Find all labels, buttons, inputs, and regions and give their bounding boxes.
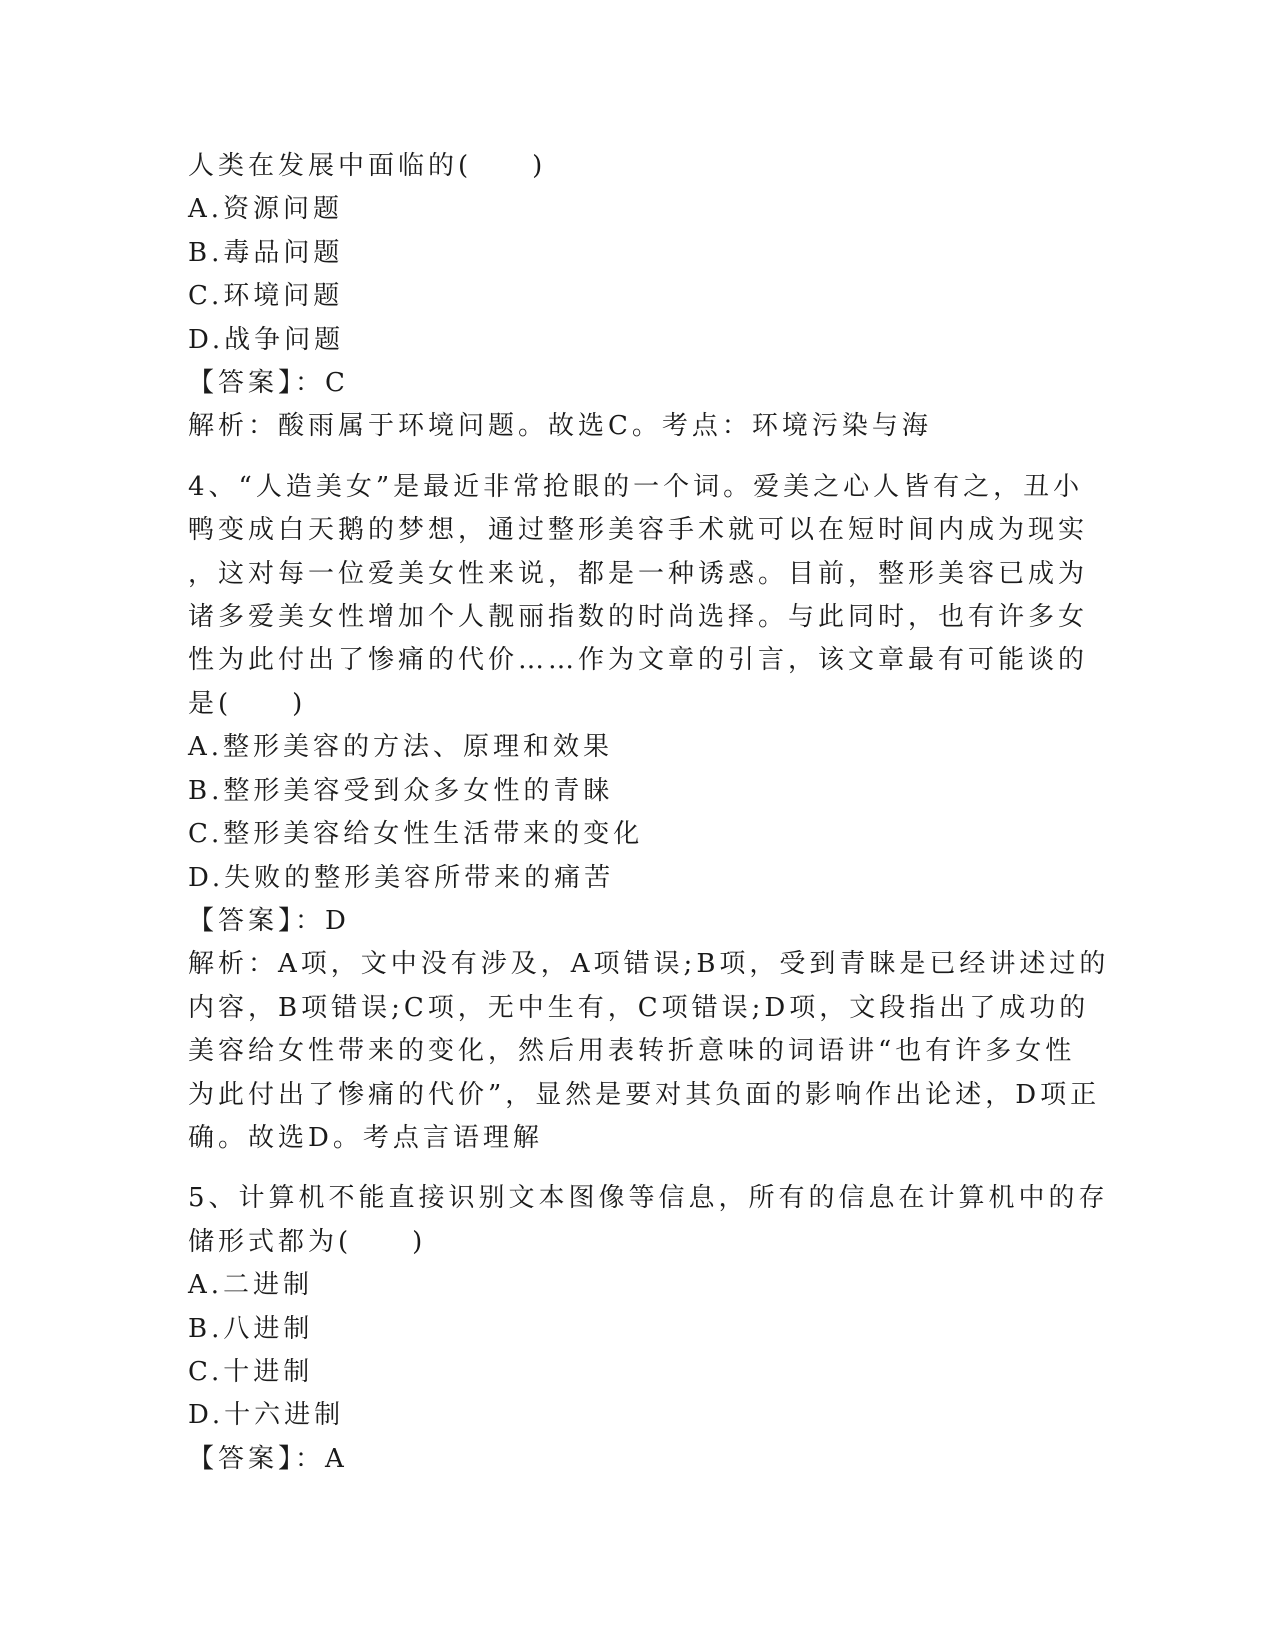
question-5-option-d: D.十六进制: [188, 1400, 345, 1431]
question-4-option-c: C.整形美容给女性生活带来的变化: [188, 819, 644, 850]
question-5-option-b: B.八进制: [188, 1313, 314, 1344]
question-4-stem-line: 是( ): [188, 688, 307, 719]
question-4-option-a: A.整形美容的方法、原理和效果: [188, 732, 614, 763]
question-3-answer: 【答案】：C: [188, 368, 349, 399]
question-4-stem-line: 诸多爱美女性增加个人靓丽指数的时尚选择。与此同时，也有许多女: [188, 602, 1089, 633]
question-5-stem-line: 5、计算机不能直接识别文本图像等信息，所有的信息在计算机中的存: [188, 1183, 1109, 1214]
question-4-explanation-line: 美容给女性带来的变化，然后用表转折意味的词语讲“也有许多女性: [188, 1036, 1076, 1067]
question-4-explanation-line: 为此付出了惨痛的代价”，显然是要对其负面的影响作出论述，D项正: [188, 1079, 1101, 1110]
paragraph-gap: [188, 1160, 1088, 1177]
question-4-stem-line: 鸭变成白天鹅的梦想，通过整形美容手术就可以在短时间内成为现实: [188, 515, 1089, 546]
question-4-explanation-line: 解析：A项，文中没有涉及，A项错误;B项，受到青睐是已经讲述过的: [188, 949, 1110, 980]
question-3-explanation: 解析：酸雨属于环境问题。故选C。考点：环境污染与海: [188, 411, 932, 442]
question-5-option-a: A.二进制: [188, 1270, 314, 1301]
question-4-stem-line: ，这对每一位爱美女性来说，都是一种诱惑。目前，整形美容已成为: [188, 558, 1089, 589]
question-4-explanation-line: 内容，B项错误;C项，无中生有，C项错误;D项，文段指出了成功的: [188, 992, 1090, 1023]
question-4-option-b: B.整形美容受到众多女性的青睐: [188, 775, 614, 806]
question-5-answer: 【答案】：A: [188, 1443, 348, 1474]
question-5-stem-line: 储形式都为( ): [188, 1226, 427, 1257]
question-3-option-a: A.资源问题: [188, 194, 344, 225]
question-4-stem-line: 性为此付出了惨痛的代价……作为文章的引言，该文章最有可能谈的: [188, 645, 1089, 676]
question-4-stem-line: 4、“人造美女”是最近非常抢眼的一个词。爱美之心人皆有之，丑小: [188, 471, 1084, 502]
question-4-explanation-line: 确。故选D。考点言语理解: [188, 1122, 543, 1153]
question-3-option-b: B.毒品问题: [188, 237, 344, 268]
question-4-answer: 【答案】：D: [188, 905, 350, 936]
question-3-stem: 人类在发展中面临的( ): [188, 151, 547, 181]
question-5-option-c: C.十进制: [188, 1356, 314, 1387]
question-3-option-d: D.战争问题: [188, 324, 345, 355]
paragraph-gap: [188, 449, 1088, 466]
question-3-option-c: C.环境问题: [188, 281, 344, 312]
document-page: [188, 145, 1110, 1481]
question-4-option-d: D.失败的整形美容所带来的痛苦: [188, 862, 615, 893]
